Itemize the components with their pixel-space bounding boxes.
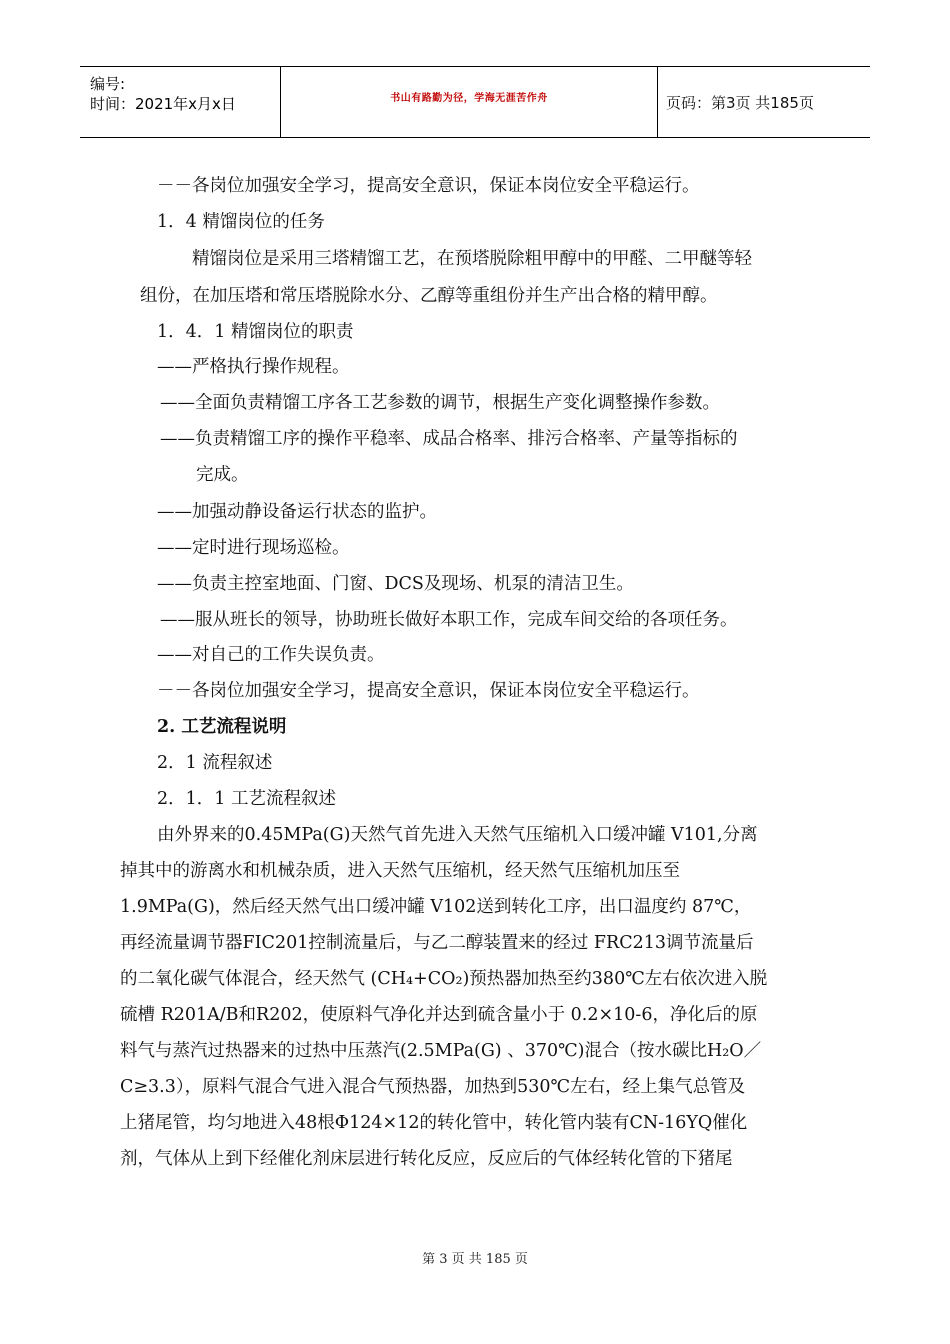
list-item: ——定时进行现场巡检。 [157, 538, 350, 558]
paragraph-line: 掉其中的游离水和机械杂质，进入天然气压缩机，经天然气压缩机加压至 [120, 861, 680, 881]
section-heading: 1．4 精馏岗位的任务 [157, 212, 325, 232]
page-header [80, 66, 870, 138]
list-item: ——全面负责精馏工序各工艺参数的调节，根据生产变化调整操作参数。 [160, 393, 720, 413]
header-page-cell [656, 67, 870, 137]
paragraph-line: 由外界来的0.45MPa(G)天然气首先进入天然气压缩机入口缓冲罐 V101,分离 [157, 825, 758, 845]
list-item: ——服从班长的领导，协助班长做好本职工作，完成车间交给的各项任务。 [160, 610, 738, 630]
list-item: ——负责精馏工序的操作平稳率、成品合格率、排污合格率、产量等指标的 [160, 429, 738, 449]
paragraph-line: 剂，气体从上到下经催化剂床层进行转化反应，反应后的气体经转化管的下猪尾 [120, 1149, 733, 1169]
paragraph-line: 硫槽 R201A/B和R202，使原料气净化并达到硫含量小于 0.2×10-6，净化后的原 [120, 1005, 758, 1025]
paragraph-line: 1.9MPa(G)，然后经天然气出口缓冲罐 V102送到转化工序，出口温度约 87℃， [120, 897, 752, 917]
page-code: 页码：第3页 共185页 [666, 94, 814, 112]
number-label: 编号: [90, 75, 126, 93]
header-motto-cell [280, 67, 658, 137]
list-item: ——加强动静设备运行状态的监护。 [157, 502, 437, 522]
chapter-heading: 2. 工艺流程说明 [157, 717, 287, 737]
paragraph-line: 的二氧化碳气体混合，经天然气 (CH₄+CO₂)预热器加热至约380℃左右依次进入脱 [120, 969, 768, 989]
list-item: ——负责主控室地面、门窗、DCS及现场、机泵的清洁卫生。 [157, 574, 634, 594]
list-item-continuation: 完成。 [196, 465, 249, 485]
paragraph-line: 再经流量调节器FIC201控制流量后，与乙二醇装置来的经过 FRC213调节流量后 [120, 933, 754, 953]
paragraph-line: 精馏岗位是采用三塔精馏工艺，在预塔脱除粗甲醇中的甲醛、二甲醚等轻 [192, 249, 752, 269]
page-footer: 第 3 页 共 185 页 [422, 1252, 528, 1267]
section-heading: 2．1．1 工艺流程叙述 [157, 789, 336, 809]
section-heading: 1．4．1 精馏岗位的职责 [157, 322, 354, 342]
list-item: ——对自己的工作失误负责。 [157, 645, 385, 665]
paragraph-line: 上猪尾管，均匀地进入48根Φ124×12的转化管中，转化管内装有CN-16YQ催化 [120, 1113, 748, 1133]
time-label: 时间：2021年x月x日 [90, 95, 236, 113]
paragraph-line: 组份，在加压塔和常压塔脱除水分、乙醇等重组份并生产出合格的精甲醇。 [140, 286, 718, 306]
list-item: ——严格执行操作规程。 [157, 357, 350, 377]
motto-text: 书山有路勤为径，学海无涯苦作舟 [390, 93, 548, 104]
paragraph-line: C≥3.3），原料气混合气进入混合气预热器，加热到530℃左右，经上集气总管及 [120, 1077, 746, 1097]
header-info-cell [80, 67, 280, 137]
body-line: －－各岗位加强安全学习，提高安全意识，保证本岗位安全平稳运行。 [157, 176, 700, 196]
body-line: －－各岗位加强安全学习，提高安全意识，保证本岗位安全平稳运行。 [157, 681, 700, 701]
paragraph-line: 料气与蒸汽过热器来的过热中压蒸汽(2.5MPa(G) 、370℃)混合（按水碳比H₂O／ [120, 1041, 762, 1061]
section-heading: 2．1 流程叙述 [157, 753, 273, 773]
